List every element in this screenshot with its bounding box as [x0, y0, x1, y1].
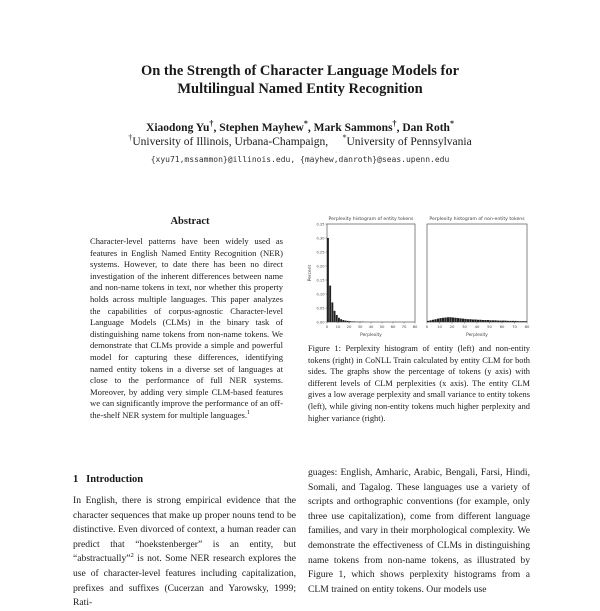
author-mark: † [209, 119, 213, 128]
histogram-bar [347, 321, 349, 322]
histogram-bar [482, 320, 484, 322]
author-mark: * [304, 119, 308, 128]
histogram-bar [329, 286, 331, 322]
histogram-bar [467, 319, 469, 322]
x-tick-label: 20 [450, 324, 455, 329]
histogram-bar [327, 238, 329, 322]
section-number: 1 [73, 474, 78, 485]
histogram-bar [525, 321, 527, 322]
author-name: Dan Roth [402, 122, 450, 134]
histogram-bar [334, 311, 336, 322]
histogram-bar [475, 319, 477, 322]
histogram-bar [349, 321, 351, 322]
histogram-bar [452, 318, 454, 322]
histogram-bar [345, 321, 347, 322]
y-axis-label: Percent [307, 264, 313, 281]
footnote-mark: 1 [247, 410, 250, 416]
affiliation-name: University of Pennsylvania [347, 136, 472, 148]
introduction-paragraph [73, 494, 296, 611]
x-tick-label: 50 [380, 324, 385, 329]
author-mark: * [450, 119, 454, 128]
x-tick-label: 70 [512, 324, 517, 329]
histogram-bar [510, 321, 512, 322]
histogram-bar [460, 318, 462, 322]
histogram-bar [505, 321, 507, 322]
x-tick-label: 40 [475, 324, 480, 329]
x-axis-label: Perplexity [466, 332, 488, 338]
x-tick-label: 70 [402, 324, 407, 329]
histogram-bar [512, 321, 514, 322]
figure-1-histograms [305, 210, 531, 338]
affiliation-name: University of Illinois, Urbana-Champaign, [132, 136, 328, 148]
author-emails: {xyu71,mssammon}@illinois.edu, {mayhew,danroth}@seas.upenn.edu [0, 155, 600, 164]
histogram-bar [437, 319, 439, 322]
affiliation-mark: * [342, 133, 346, 142]
x-tick-label: 10 [336, 324, 341, 329]
histogram-bar [440, 318, 442, 322]
histogram-bar [507, 321, 509, 322]
non-entity-histogram-panel [426, 216, 530, 338]
intro-text-part-1: In English, there is strong empirical evidence that the character sequences that make up proper nouns tend to be distinctive. Even divorced of context, a human reader can predict that “hoekstenberger” is an entity, but “abstractually” [73, 495, 296, 564]
x-tick-label: 0 [426, 324, 429, 329]
author-name: Xiaodong Yu [146, 122, 209, 134]
x-tick-label: 60 [500, 324, 505, 329]
histogram-bar [490, 320, 492, 322]
intro-text-part-2: is not. Some NER research explores the use of character-level features including capitalization, prefixes and suffixes (Cucerzan and Yarowsky, 1999; Rati- [73, 553, 296, 608]
paper-title-line-1: On the Strength of Character Language Models for [0, 62, 600, 80]
histogram-bar [430, 320, 432, 322]
histogram-bar [338, 318, 340, 322]
affiliation-mark: † [128, 133, 132, 142]
histogram-bar [480, 320, 482, 322]
x-tick-label: 30 [358, 324, 363, 329]
histogram-bar [336, 315, 338, 322]
histogram-bar [492, 320, 494, 322]
entity-histogram-panel [307, 216, 418, 338]
histogram-bar [442, 318, 444, 322]
histogram-bar [495, 320, 497, 322]
histogram-bar [462, 319, 464, 322]
x-tick-label: 10 [437, 324, 442, 329]
plot-frame [327, 224, 415, 322]
histogram-bar [342, 320, 344, 322]
histogram-bar [455, 318, 457, 322]
author-list [0, 122, 600, 134]
abstract-text: Character-level patterns have been widely used as features in English Named Entity Recognition (NER) systems. However, to date there has been no direct investigation of the inherent differences between name and non-name tokens in text, nor whether this property holds across multiple languages. This paper analyzes the capabilities of corpus-agnostic Character-level Language Models (CLMs) in the binary task of distinguishing name tokens from non-name tokens. We demonstrate that CLMs provide a simple and powerful model for capturing these differences, identifying named entity tokens in a diverse set of languages at close to the performance of full NER systems. Moreover, by adding very simple CLM-based features we can significantly improve the performance of an off-the-shelf NER system for multiple languages. [90, 236, 283, 420]
histogram-bar [447, 317, 449, 322]
author-separator: , [308, 122, 314, 134]
histogram-bar [485, 320, 487, 322]
histogram-bar [515, 321, 517, 322]
chart-title: Perplexity histogram of non-entity tokens [429, 216, 525, 222]
histogram-bar [500, 321, 502, 322]
paper-title-line-2: Multilingual Named Entity Recognition [0, 80, 600, 98]
y-tick-label: 0.15 [316, 278, 324, 282]
histogram-bar [353, 321, 355, 322]
histogram-bar [331, 302, 333, 322]
histogram-bar [427, 321, 429, 322]
histogram-bar [435, 319, 437, 322]
affiliation-line [0, 136, 600, 148]
chart-title: Perplexity histogram of entity tokens [329, 216, 415, 222]
x-axis-label: Perplexity [360, 332, 382, 338]
x-tick-label: 20 [347, 324, 352, 329]
figure-1-caption: Figure 1: Perplexity histogram of entity (left) and non-entity tokens (right) in CoNLL Train calculated by entity CLM for both sides. The graphs show the percentage of tokens (y axis) with different levels of CLM perplexities (x axis). The entity CLM gives a low average perplexity and small variance to entity tokens (left), while giving non-entity tokens much higher perplexity and higher variance (right). [308, 343, 530, 424]
author-name: Mark Sammons [314, 122, 393, 134]
x-tick-label: 80 [525, 324, 530, 329]
histogram-bar [472, 319, 474, 322]
x-tick-label: 50 [487, 324, 492, 329]
abstract-heading: Abstract [90, 216, 290, 227]
histogram-bar [520, 321, 522, 322]
y-tick-label: 0.05 [316, 306, 324, 310]
histogram-bar [487, 320, 489, 322]
footnote-mark: 2 [131, 552, 134, 559]
y-tick-label: 0.20 [316, 264, 325, 268]
histogram-bar [351, 321, 353, 322]
section-title: Introduction [86, 474, 143, 485]
x-tick-label: 30 [462, 324, 467, 329]
histogram-bar [470, 319, 472, 322]
abstract-body [90, 236, 283, 422]
histogram-bar [517, 321, 519, 322]
histogram-bar [432, 320, 434, 322]
author-mark: † [393, 119, 397, 128]
author-separator: , [397, 122, 403, 134]
y-tick-label: 0.35 [316, 222, 324, 226]
y-tick-label: 0.00 [316, 320, 325, 324]
paper-title [0, 62, 600, 98]
histogram-bar [340, 319, 342, 322]
x-tick-label: 60 [391, 324, 396, 329]
histogram-bar [457, 318, 459, 322]
x-tick-label: 40 [369, 324, 374, 329]
author-separator: , [213, 122, 219, 134]
histogram-bar [497, 321, 499, 322]
histogram-bar [465, 319, 467, 322]
histogram-bar [477, 320, 479, 322]
section-heading-introduction [73, 474, 143, 485]
histogram-bar [450, 317, 452, 322]
y-tick-label: 0.30 [316, 236, 325, 240]
x-tick-label: 80 [413, 324, 418, 329]
histogram-bar [522, 321, 524, 322]
plot-frame [427, 224, 527, 322]
author-name: Stephen Mayhew [219, 122, 304, 134]
right-column-paragraph: guages: English, Amharic, Arabic, Bengali, Farsi, Hindi, Somali, and Tagalog. These languages use a variety of scripts and orthographic conventions (for example, only three use capitalization), come from different language families, and vary in their morphological complexity. We demonstrate the effectiveness of CLMs in distinguishing name tokens from non-name tokens, as illustrated by Figure 1, which shows perplexity histograms from a CLM trained on entity tokens. Our models use [308, 466, 530, 597]
histogram-bar [445, 318, 447, 322]
y-tick-label: 0.10 [316, 292, 325, 296]
histogram-bar [502, 321, 504, 322]
x-tick-label: 0 [326, 324, 329, 329]
y-tick-label: 0.25 [316, 250, 324, 254]
